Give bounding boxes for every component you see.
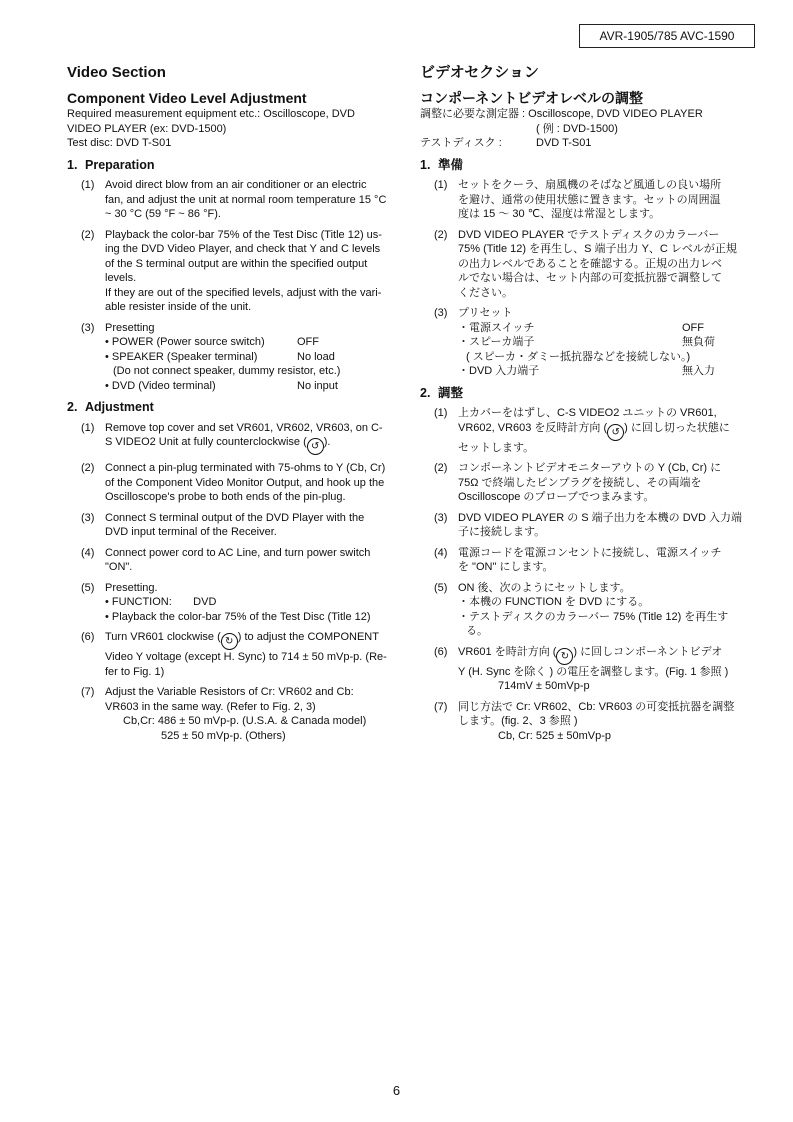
heading-adjustment: 2. Adjustment [67,400,154,414]
test-disc-line: Test disc: DVD T-S01 [67,137,172,149]
english-column [67,64,407,749]
heading-preparation: 1. Preparation [67,157,155,172]
prep-step-2-jp: (2) DVD VIDEO PLAYER でテストディスクのカラーバー 75% (Title 12) を再生し、S 端子出力 Y、C レベルが正規 の出力レベルであることを確認する。正規の出力レベ ルでない場合は、セット内部の可変抵抗器で調整して ください。 [434,228,737,299]
adjust-step-2: (2) Connect a pin-plug terminated with 75-ohms to Y (Cb, Cr) of the Component Video Monitor Output, and hook up the Oscilloscope's probe to both ends of the pin-plug. [81,462,386,503]
adjust-step-4-jp: (4) 電源コードを電源コンセントに接続し、電源スイッチ を "ON" にします。 [434,546,722,573]
model-number-box: AVR-1905/785 AVC-1590 [579,24,755,48]
prep-step-3: (3) Presetting • POWER (Power source switch) OFF • SPEAKER (Speaker terminal) No load (Do not connect speaker, dummy resistor, etc.) • DVD (Video terminal) No input [81,321,407,394]
adjust-step-3: (3) Connect S terminal output of the DVD Player with the DVD input terminal of the Receiver. [81,511,365,538]
adjust-step-1: (1) Remove top cover and set VR601, VR602, VR603, on C- S VIDEO2 Unit at fully counterclockwise ( ↺ ). [81,421,407,456]
requirements-line-2: VIDEO PLAYER (ex: DVD-1500) [67,122,227,135]
heading-preparation-jp: 1. 準備 [420,157,464,172]
subsection-title-jp: コンポーネントビデオレベルの調整 [420,90,644,106]
test-disc-line-jp: テストディスク : DVD T-S01 [420,137,592,149]
clockwise-icon: ↻ [221,633,238,650]
clockwise-icon: ↻ [556,648,573,665]
adjust-step-7: (7) Adjust the Variable Resistors of Cr: VR602 and Cb: VR603 in the same way. (Refer to Fig. 2, 3) Cb,Cr: 486 ± 50 mVp-p. (U.S.A. & Canada model) 525 ± 50 mVp-p. (Others) [81,686,367,742]
subsection-title: Component Video Level Adjustment [67,90,307,106]
section-title-jp: ビデオセクション [420,64,539,81]
preset-power: • POWER (Power source switch) OFF [105,336,319,348]
prep-step-3-jp: (3) プリセット ・電源スイッチ OFF ・スピーカ端子 無負荷 ( スピーカ・ダミー抵抗器などを接続しない。) ・DVD 入力端子 無入力 [434,307,715,377]
section-title: Video Section [67,64,166,81]
prep-step-1: (1) Avoid direct blow from an air conditioner or an electric fan, and adjust the unit at normal room temperature 15 °C ~ 30 °C (59 °F ~ 86 °F). [81,179,387,220]
requirements-line-2-jp: ( 例 : DVD-1500) [536,122,618,135]
prep-step-1-jp: (1) セットをクーラ、扇風機のそばなど風通しの良い場所 を避け、通常の使用状態に置きます。セットの周囲温 度は 15 〜 30 ℃、湿度は常湿とします。 [434,179,722,220]
page-number: 6 [392,1083,401,1098]
heading-adjustment-jp: 2. 調整 [420,385,464,400]
adjust-step-5-jp: (5) ON 後、次のようにセットします。 ・本機の FUNCTION を DVD にする。 ・テストディスクのカラーバー 75% (Title 12) を再生す る。 [434,581,729,637]
adjust-step-2-jp: (2) コンポーネントビデオモニターアウトの Y (Cb, Cr) に 75Ω で終端したピンプラグを接続し、その両端を Oscilloscope のプローブでつまみます。 [434,462,722,503]
adjust-step-1-jp: (1) 上カバーをはずし、C-S VIDEO2 ユニットの VR601, VR602, VR603 を反時計方向 ( ↺ ) に回し切った状態に セットします。 [434,407,730,454]
japanese-column [420,64,760,749]
adjust-step-6-jp: (6) VR601 を時計方向 ( ↻ ) に回しコンポーネントビデオ Y (H. Sync を除く ) の電圧を調整します。(Fig. 1 参照 ) 714mV ± 50mVp-p [434,645,729,692]
requirements-line-1-jp: 調整に必要な測定器 : Oscilloscope, DVD VIDEO PLAYER [420,108,703,120]
adjust-step-5: (5) Presetting. • FUNCTION: DVD • Playback the color-bar 75% of the Test Disc (Title 12) [81,581,371,623]
adjust-step-7-jp: (7) 同じ方法で Cr: VR602、Cb: VR603 の可変抵抗器を調整 します。(fig. 2、3 参照 ) Cb, Cr: 525 ± 50mVp-p [434,700,735,742]
counterclockwise-icon: ↺ [307,438,324,455]
requirements-line-1: Required measurement equipment etc.: Oscilloscope, DVD [67,108,355,120]
counterclockwise-icon: ↺ [607,424,624,441]
adjust-step-4: (4) Connect power cord to AC Line, and turn power switch "ON". [81,546,371,573]
preset-dvd: • DVD (Video terminal) No input [105,379,338,392]
adjust-step-3-jp: (3) DVD VIDEO PLAYER の S 端子出力を本機の DVD 入力端 子に接続します。 [434,511,743,538]
prep-step-2: (2) Playback the color-bar 75% of the Test Disc (Title 12) us- ing the DVD Video Player, and check that Y and C levels of the S terminal output are within the specified output levels. If they are out of the specified levels, adjust with the vari- able resister inside of the unit. [81,228,382,313]
adjust-step-6: (6) Turn VR601 clockwise ( ↻ ) to adjust the COMPONENT Video Y voltage (except H. Sync) to 714 ± 50 mVp-p. (Re- fer to Fig. 1) [81,631,387,678]
preset-speaker: • SPEAKER (Speaker terminal) No load [105,350,335,363]
